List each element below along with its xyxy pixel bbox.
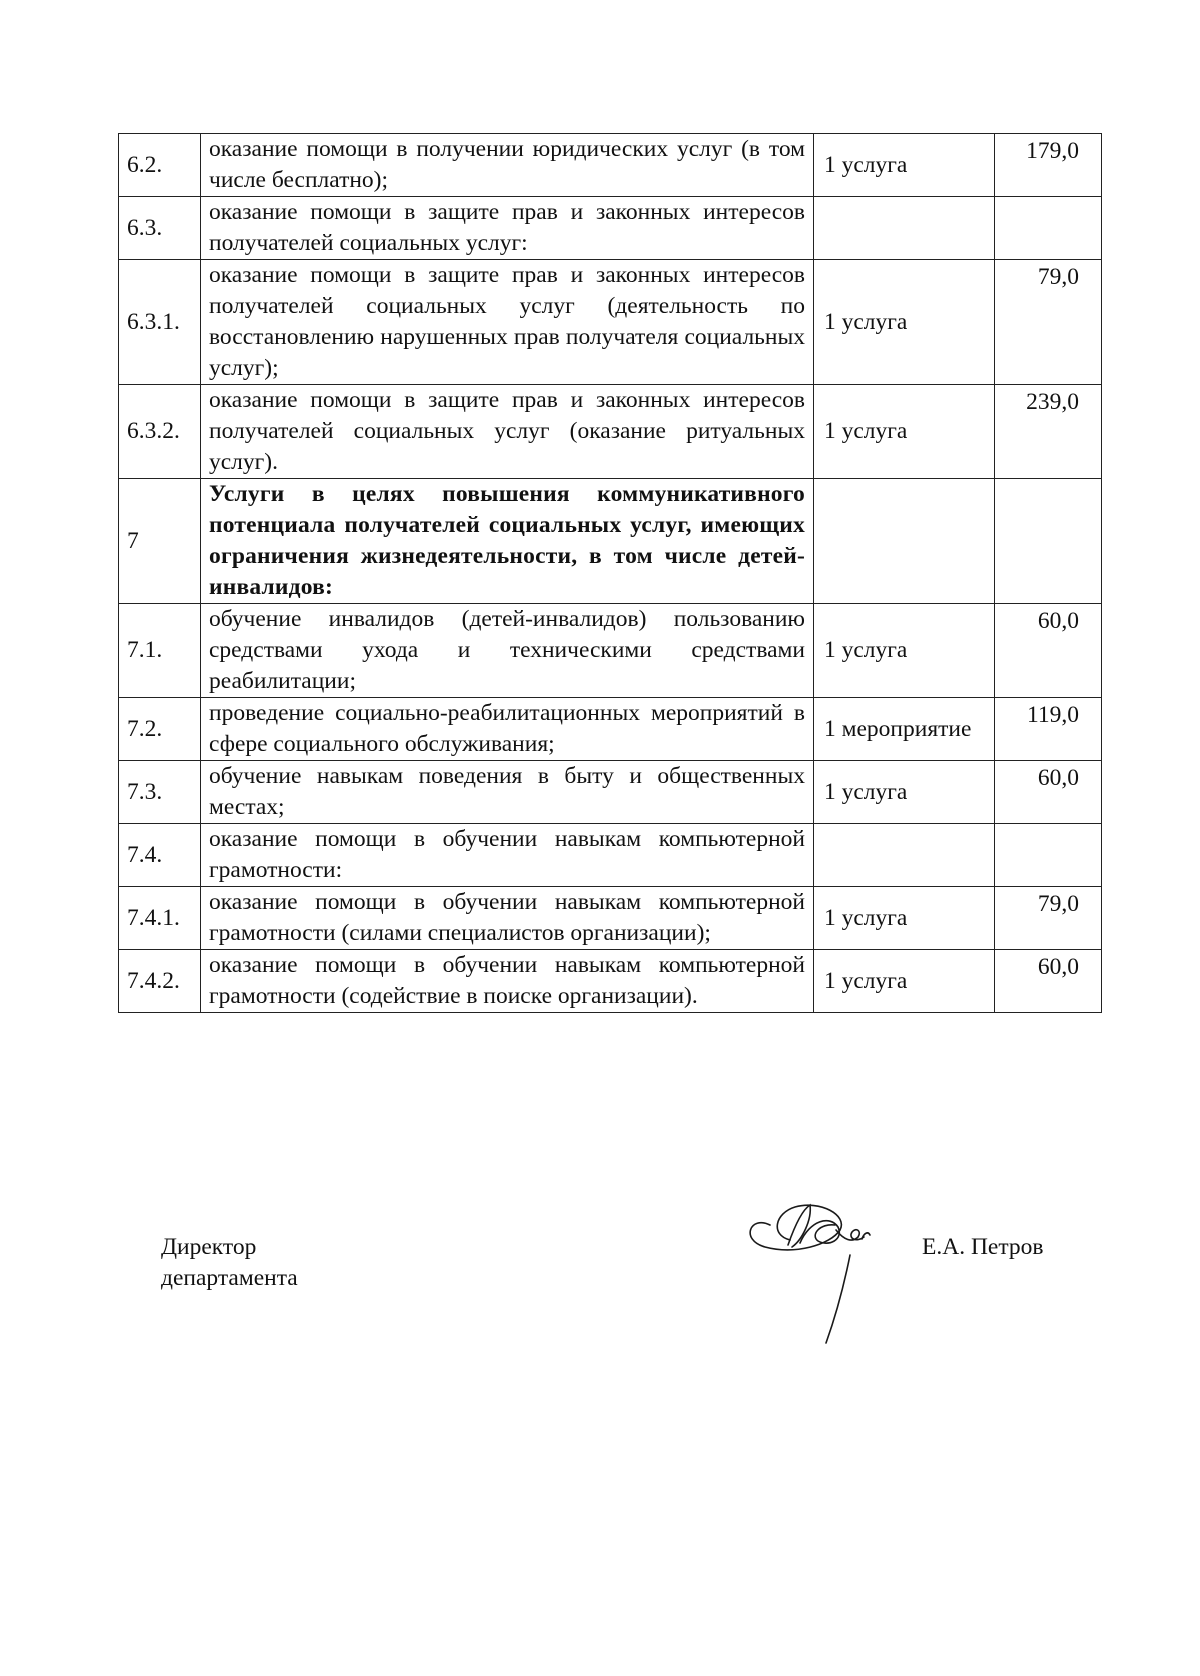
row-number: 7 [119, 479, 201, 604]
row-price: 60,0 [995, 604, 1102, 698]
table-row [119, 197, 1102, 260]
row-number: 7.4.1. [119, 887, 201, 950]
row-number: 7.4. [119, 824, 201, 887]
signature-position [161, 1232, 298, 1294]
table-row [119, 479, 1102, 604]
row-price: 60,0 [995, 950, 1102, 1013]
row-number: 6.3.2. [119, 385, 201, 479]
row-unit: 1 услуга [814, 385, 995, 479]
signer-name: Е.А. Петров [922, 1234, 1044, 1260]
table-row [119, 761, 1102, 824]
row-price: 79,0 [995, 260, 1102, 385]
row-unit: 1 услуга [814, 761, 995, 824]
row-price: 239,0 [995, 385, 1102, 479]
table-row [119, 950, 1102, 1013]
table-row [119, 887, 1102, 950]
row-description: Услуги в целях повышения коммуникативного потенциала получателей социальных услуг, имеющих ограничения жизнедеятельности, в том числе детей-инвалидов: [201, 479, 814, 604]
row-price [995, 479, 1102, 604]
row-number: 6.3. [119, 197, 201, 260]
handwritten-signature [740, 1185, 915, 1360]
position-line-2: департамента [161, 1265, 298, 1291]
table-row [119, 604, 1102, 698]
row-description: оказание помощи в защите прав и законных интересов получателей социальных услуг: [201, 197, 814, 260]
row-description: оказание помощи в обучении навыкам компьютерной грамотности (силами специалистов организации); [201, 887, 814, 950]
row-unit: 1 услуга [814, 134, 995, 197]
row-unit [814, 479, 995, 604]
row-price [995, 197, 1102, 260]
row-description: обучение навыкам поведения в быту и общественных местах; [201, 761, 814, 824]
row-unit: 1 услуга [814, 950, 995, 1013]
table-row [119, 824, 1102, 887]
row-number: 6.3.1. [119, 260, 201, 385]
position-line-1: Директор [161, 1234, 257, 1260]
table-row [119, 698, 1102, 761]
row-description: оказание помощи в обучении навыкам компьютерной грамотности (содействие в поиске организации). [201, 950, 814, 1013]
row-unit: 1 услуга [814, 887, 995, 950]
row-price: 179,0 [995, 134, 1102, 197]
table-row [119, 134, 1102, 197]
services-table-body [119, 134, 1102, 1013]
row-number: 7.1. [119, 604, 201, 698]
row-price [995, 824, 1102, 887]
row-description: проведение социально-реабилитационных мероприятий в сфере социального обслуживания; [201, 698, 814, 761]
row-price: 79,0 [995, 887, 1102, 950]
row-number: 7.2. [119, 698, 201, 761]
row-description: обучение инвалидов (детей-инвалидов) пользованию средствами ухода и техническими средствами реабилитации; [201, 604, 814, 698]
row-unit: 1 услуга [814, 604, 995, 698]
table-row [119, 385, 1102, 479]
row-unit: 1 услуга [814, 260, 995, 385]
row-description: оказание помощи в получении юридических услуг (в том числе бесплатно); [201, 134, 814, 197]
row-description: оказание помощи в обучении навыкам компьютерной грамотности: [201, 824, 814, 887]
row-number: 7.3. [119, 761, 201, 824]
row-unit [814, 824, 995, 887]
row-number: 6.2. [119, 134, 201, 197]
services-table [118, 133, 1102, 1013]
row-number: 7.4.2. [119, 950, 201, 1013]
row-unit: 1 мероприятие [814, 698, 995, 761]
row-description: оказание помощи в защите прав и законных интересов получателей социальных услуг (оказание ритуальных услуг). [201, 385, 814, 479]
row-price: 60,0 [995, 761, 1102, 824]
row-unit [814, 197, 995, 260]
table-row [119, 260, 1102, 385]
row-description: оказание помощи в защите прав и законных интересов получателей социальных услуг (деятельность по восстановлению нарушенных прав получателя социальных услуг); [201, 260, 814, 385]
row-price: 119,0 [995, 698, 1102, 761]
